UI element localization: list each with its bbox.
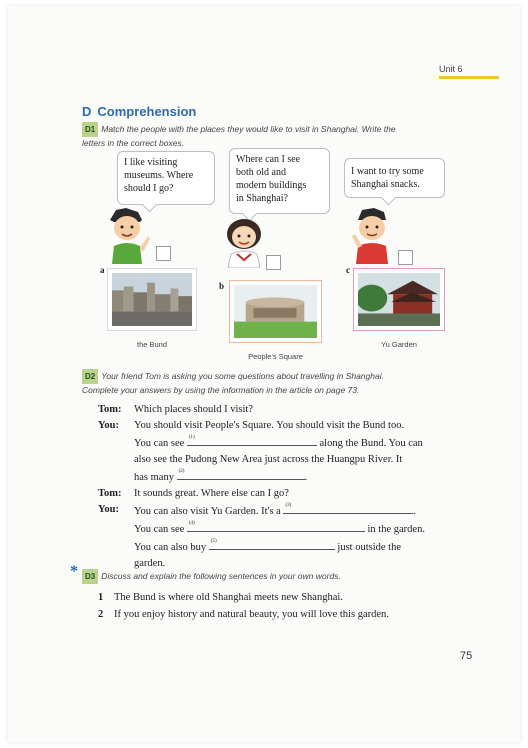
- bubble-1-line3: should I go?: [124, 183, 174, 194]
- section-heading: [82, 104, 196, 119]
- you2-line4: garden.: [134, 558, 166, 569]
- unit-label: Unit 6: [439, 64, 463, 74]
- dialogue-row-you1: [98, 418, 448, 486]
- d2-instruction-line2: Complete your answers by using the information in the article on page 73.: [82, 385, 360, 395]
- d2-dialogue: [98, 402, 448, 572]
- you2-line2b: in the garden.: [367, 524, 425, 535]
- photo-letter-b: b: [219, 281, 225, 291]
- bubble-2-line1: Where can I see: [236, 154, 301, 165]
- you1-line3: also see the Pudong New Area just across the Huangpu River. It: [134, 454, 403, 465]
- page-number: 75: [460, 650, 473, 662]
- bubble-2-line2: both old and: [236, 167, 286, 178]
- you2-line2a: You can see: [134, 524, 185, 535]
- section-title: Comprehension: [97, 104, 197, 119]
- answer-blank-4[interactable]: [187, 520, 365, 532]
- dialogue-row-tom1: [98, 402, 448, 418]
- you2-line1a: You can also visit Yu Garden. It's a: [134, 506, 281, 517]
- dialogue-row-you2: [98, 502, 448, 572]
- peoples-square-image: [234, 285, 317, 338]
- speaker-tom-2: Tom:: [98, 488, 122, 499]
- section-letter: D: [82, 104, 92, 119]
- blank-4-number: (4): [188, 521, 195, 526]
- d2-instruction-line1: Your friend Tom is asking you some questions about travelling in Shanghai.: [101, 371, 384, 381]
- you2-line3a: You can also buy: [134, 542, 207, 553]
- dialogue-row-tom2: [98, 486, 448, 502]
- challenge-star-icon: *: [70, 563, 78, 580]
- bubble-2-line4: in Shanghai?: [236, 193, 288, 204]
- bubble-2-line3: modern buildings: [236, 180, 307, 191]
- photo-peoples-square: [229, 280, 322, 343]
- yu-garden-image: [358, 273, 440, 326]
- d3-label: D3: [82, 569, 98, 584]
- answer-box-3[interactable]: [398, 250, 413, 265]
- girl-illustration: [222, 216, 266, 268]
- answer-blank-2[interactable]: [177, 468, 305, 480]
- you-answer-1: You should visit People's Square. You should visit the Bund too. You can see (1) along the Bund. You can also see the Pudong New Area just across the Huangpu River. It has many (2) .: [134, 420, 423, 483]
- list-item: [98, 606, 389, 623]
- bubble-3-line2: Shanghai snacks.: [351, 179, 420, 190]
- d1-label: D1: [82, 122, 98, 137]
- d3-list: [98, 589, 389, 623]
- bubble-1-line1: I like visiting: [124, 157, 178, 168]
- photo-yu-garden: [353, 268, 445, 331]
- photo-letter-a: a: [100, 265, 105, 275]
- answer-box-1[interactable]: [156, 246, 171, 261]
- unit-tag: [439, 64, 499, 79]
- unit-underline: [439, 76, 499, 79]
- d1-instruction: [82, 122, 396, 150]
- caption-peoples-square: People's Square: [248, 352, 303, 361]
- blank-2-number: (2): [178, 469, 185, 474]
- you1-line4a: has many: [134, 472, 174, 483]
- d2-instruction: [82, 369, 384, 397]
- the-bund-image: [112, 273, 192, 326]
- speech-bubble-3: [344, 158, 445, 198]
- d3-item-1-text: The Bund is where old Shanghai meets new Shanghai.: [114, 592, 343, 603]
- d2-label: D2: [82, 369, 98, 384]
- speech-bubble-2: [229, 148, 330, 214]
- you2-line3b: just outside the: [337, 542, 401, 553]
- tom-question-1: Which places should I visit?: [134, 404, 253, 415]
- you1-line1: You should visit People's Square. You should visit the Bund too.: [134, 420, 405, 431]
- d3-instruction-text: Discuss and explain the following sentences in your own words.: [101, 571, 341, 581]
- you1-line2b: along the Bund. You can: [319, 438, 423, 449]
- speaker-tom: Tom:: [98, 404, 122, 415]
- bubble-3-line1: I want to try some: [351, 166, 424, 177]
- answer-box-2[interactable]: [266, 255, 281, 270]
- bubble-1-line2: museums. Where: [124, 170, 194, 181]
- blank-5-number: (5): [210, 539, 217, 544]
- you-answer-2: You can also visit Yu Garden. It's a (3) . You can see (4) in the garden. You can also buy (5) just outside the garden.: [134, 502, 448, 572]
- photo-letter-c: c: [346, 265, 350, 275]
- you1-line2a: You can see: [134, 438, 185, 449]
- list-item: [98, 589, 389, 606]
- speaker-you-2: You:: [98, 504, 120, 515]
- d3-item-1-number: 1: [98, 592, 104, 603]
- caption-the-bund: the Bund: [136, 340, 168, 349]
- blank-1-number: (1): [188, 435, 195, 440]
- d3-item-2-text: If you enjoy history and natural beauty, you will love this garden.: [114, 609, 389, 620]
- d3-instruction: [82, 569, 341, 584]
- d3-item-2-number: 2: [98, 609, 104, 620]
- d1-instruction-line2: letters in the correct boxes.: [82, 138, 185, 148]
- answer-blank-3[interactable]: [283, 502, 413, 514]
- speaker-you: You:: [98, 420, 120, 431]
- photo-the-bund: [107, 268, 197, 331]
- speech-bubble-1: [117, 151, 215, 205]
- caption-yu-garden: Yu Garden: [381, 340, 417, 349]
- boy-red-shirt-illustration: [350, 206, 394, 264]
- tom-question-2: It sounds great. Where else can I go?: [134, 488, 289, 499]
- boy-green-shirt-illustration: [104, 206, 150, 264]
- d1-instruction-line1: Match the people with the places they would like to visit in Shanghai. Write the: [101, 124, 396, 134]
- blank-3-number: (3): [285, 503, 292, 508]
- answer-blank-5[interactable]: [209, 538, 335, 550]
- answer-blank-1[interactable]: [187, 434, 317, 446]
